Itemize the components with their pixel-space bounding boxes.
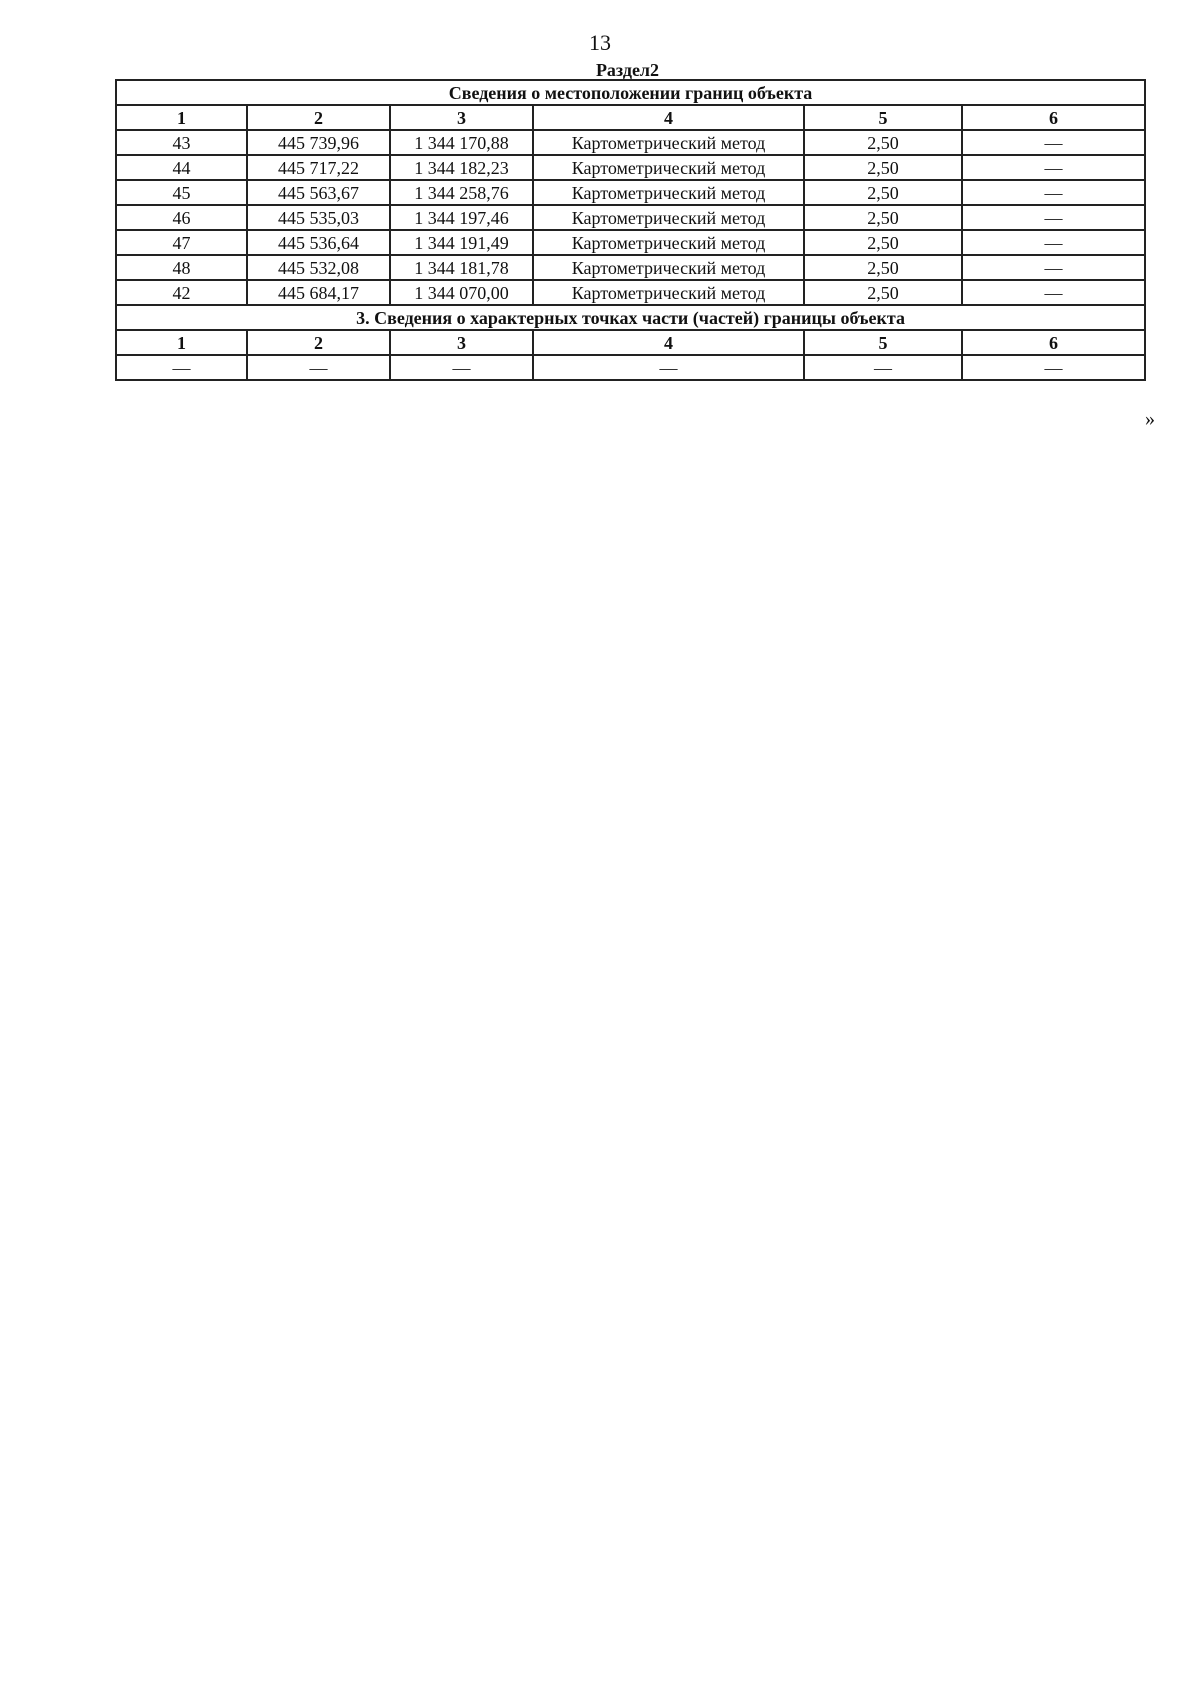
description: — (962, 230, 1145, 255)
point-number: 48 (116, 255, 247, 280)
table1-header-row (116, 105, 1145, 130)
method: Картометрический метод (533, 155, 804, 180)
table-row (116, 355, 1145, 380)
table-row (116, 180, 1145, 205)
accuracy: 2,50 (804, 130, 962, 155)
accuracy: 2,50 (804, 255, 962, 280)
column-header: 1 (116, 330, 247, 355)
coordinate-y: 1 344 197,46 (390, 205, 533, 230)
method: Картометрический метод (533, 255, 804, 280)
column-header: 5 (804, 105, 962, 130)
column-header: 2 (247, 105, 390, 130)
table-row (116, 230, 1145, 255)
coordinate-x: 445 532,08 (247, 255, 390, 280)
coordinate-y: 1 344 258,76 (390, 180, 533, 205)
coordinate-y: 1 344 182,23 (390, 155, 533, 180)
method: Картометрический метод (533, 180, 804, 205)
description: — (962, 130, 1145, 155)
section-label: Раздел2 (595, 60, 660, 80)
method: Картометрический метод (533, 130, 804, 155)
closing-quote: » (1145, 408, 1155, 430)
table2-header-row (116, 330, 1145, 355)
table-cell: — (116, 355, 247, 380)
coordinate-y: 1 344 170,88 (390, 130, 533, 155)
coordinate-x: 445 535,03 (247, 205, 390, 230)
table-row (116, 255, 1145, 280)
point-number: 43 (116, 130, 247, 155)
table-cell: — (533, 355, 804, 380)
coordinate-y: 1 344 070,00 (390, 280, 533, 305)
table-row (116, 205, 1145, 230)
column-header: 3 (390, 330, 533, 355)
column-header: 1 (116, 105, 247, 130)
boundary-table (115, 79, 1146, 381)
column-header: 3 (390, 105, 533, 130)
accuracy: 2,50 (804, 280, 962, 305)
coordinate-x: 445 536,64 (247, 230, 390, 255)
column-header: 4 (533, 105, 804, 130)
coordinate-y: 1 344 181,78 (390, 255, 533, 280)
description: — (962, 155, 1145, 180)
table-row (116, 130, 1145, 155)
table2-title: 3. Сведения о характерных точках части (частей) границы объекта (116, 305, 1145, 330)
method: Картометрический метод (533, 280, 804, 305)
column-header: 4 (533, 330, 804, 355)
page-number: 13 (589, 30, 611, 55)
coordinate-x: 445 563,67 (247, 180, 390, 205)
table1-title: Сведения о местоположении границ объекта (116, 80, 1145, 105)
point-number: 44 (116, 155, 247, 180)
table-row (116, 280, 1145, 305)
table-cell: — (804, 355, 962, 380)
coordinate-y: 1 344 191,49 (390, 230, 533, 255)
accuracy: 2,50 (804, 180, 962, 205)
point-number: 45 (116, 180, 247, 205)
accuracy: 2,50 (804, 155, 962, 180)
coordinate-x: 445 717,22 (247, 155, 390, 180)
column-header: 2 (247, 330, 390, 355)
table-cell: — (247, 355, 390, 380)
point-number: 46 (116, 205, 247, 230)
accuracy: 2,50 (804, 205, 962, 230)
description: — (962, 255, 1145, 280)
description: — (962, 205, 1145, 230)
table2-title-row (116, 305, 1145, 330)
table-cell: — (390, 355, 533, 380)
column-header: 6 (962, 330, 1145, 355)
description: — (962, 280, 1145, 305)
table-row (116, 155, 1145, 180)
table-cell: — (962, 355, 1145, 380)
coordinate-x: 445 684,17 (247, 280, 390, 305)
method: Картометрический метод (533, 205, 804, 230)
table1-title-row (116, 80, 1145, 105)
accuracy: 2,50 (804, 230, 962, 255)
column-header: 5 (804, 330, 962, 355)
column-header: 6 (962, 105, 1145, 130)
method: Картометрический метод (533, 230, 804, 255)
point-number: 47 (116, 230, 247, 255)
coordinate-x: 445 739,96 (247, 130, 390, 155)
point-number: 42 (116, 280, 247, 305)
description: — (962, 180, 1145, 205)
